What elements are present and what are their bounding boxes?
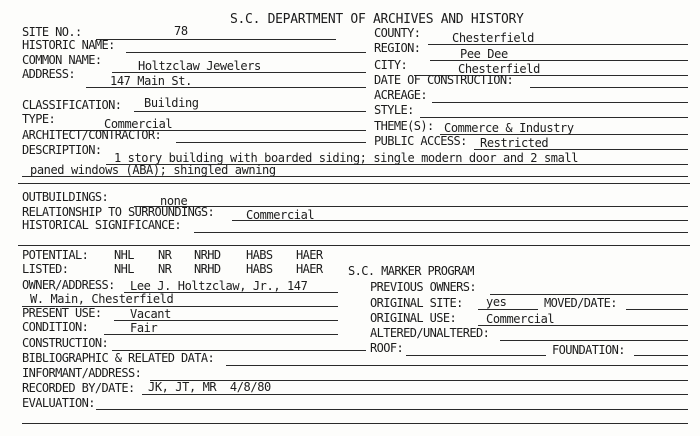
architect-contractor-line	[176, 142, 366, 143]
city-label: CITY:	[374, 58, 408, 72]
historic-name-line	[126, 52, 366, 53]
description-underline-2	[22, 176, 688, 177]
present-use-value: Vacant	[130, 307, 171, 321]
style-line	[420, 117, 688, 118]
original-site-value: yes	[486, 295, 507, 309]
condition-value: Fair	[130, 321, 158, 335]
public-access-line	[474, 149, 688, 150]
owner-address-label: OWNER/ADDRESS:	[22, 278, 115, 292]
original-use-line	[478, 325, 688, 326]
date-of-construction-label: DATE OF CONSTRUCTION:	[374, 73, 514, 87]
roof-label: ROOF:	[370, 341, 404, 355]
city-value: Chesterfield	[458, 62, 540, 76]
potential-nhl: NHL	[114, 248, 134, 262]
classification-line	[134, 111, 366, 112]
region-label: REGION:	[374, 41, 421, 55]
common-name-value: Holtzclaw Jewelers	[138, 59, 261, 73]
evaluation-line-2	[22, 423, 688, 424]
bibliographic-line	[226, 365, 688, 366]
listed-habs: HABS	[246, 262, 273, 276]
historic-name-label: HISTORIC NAME:	[22, 38, 115, 52]
original-use-label: ORIGINAL USE:	[370, 311, 457, 325]
marker-program-label: S.C. MARKER PROGRAM	[348, 264, 474, 278]
themes-line	[440, 134, 688, 135]
listed-nr: NR	[158, 262, 172, 276]
relationship-value: Commercial	[246, 208, 315, 222]
address-line	[86, 87, 366, 88]
themes-label: THEME(S):	[374, 119, 434, 133]
foundation-line	[634, 355, 688, 356]
description-label: DESCRIPTION:	[22, 143, 102, 157]
recorded-by-date-label: RECORDED BY/DATE:	[22, 381, 135, 395]
architect-contractor-label: ARCHITECT/CONTRACTOR:	[22, 128, 162, 142]
section-divider-1	[18, 183, 690, 184]
outbuildings-value: none	[160, 194, 188, 208]
condition-label: CONDITION:	[22, 320, 89, 334]
type-label: TYPE:	[22, 112, 56, 126]
recorded-by-date-value: JK, JT, MR 4/8/80	[148, 380, 271, 394]
county-line	[428, 44, 688, 45]
original-site-label: ORIGINAL SITE:	[370, 296, 463, 310]
region-line	[430, 60, 688, 61]
classification-label: CLASSIFICATION:	[22, 98, 122, 112]
listed-haer: HAER	[296, 262, 323, 276]
section-divider-2	[18, 245, 690, 246]
listed-nrhd: NRHD	[194, 262, 221, 276]
themes-value: Commerce & Industry	[444, 121, 574, 135]
informant-address-label: INFORMANT/ADDRESS:	[22, 366, 142, 380]
historical-significance-label: HISTORICAL SIGNIFICANCE:	[22, 218, 181, 232]
public-access-value: Restricted	[480, 136, 549, 150]
relationship-label: RELATIONSHIP TO SURROUNDINGS:	[22, 205, 215, 219]
previous-owners-label: PREVIOUS OWNERS:	[370, 280, 476, 294]
address-value: 147 Main St.	[110, 74, 192, 88]
type-value: Commercial	[104, 117, 173, 131]
original-site-line	[478, 309, 538, 310]
description-line-2: paned windows (ABA); shingled awning	[30, 163, 276, 177]
style-label: STYLE:	[374, 103, 414, 117]
site-no-value: 78	[174, 24, 188, 38]
condition-line	[104, 334, 338, 335]
owner-address-value-2: W. Main, Chesterfield	[30, 292, 174, 306]
potential-haer: HAER	[296, 248, 323, 262]
roof-line	[406, 355, 546, 356]
county-label: COUNTY:	[374, 26, 421, 40]
acreage-line	[432, 102, 688, 103]
evaluation-label: EVALUATION:	[22, 396, 95, 410]
site-no-label: SITE NO.:	[22, 25, 82, 39]
bibliographic-label: BIBLIOGRAPHIC & RELATED DATA:	[22, 351, 215, 365]
common-name-label: COMMON NAME:	[22, 53, 102, 67]
classification-value: Building	[144, 96, 199, 110]
potential-nr: NR	[158, 248, 172, 262]
county-value: Chesterfield	[452, 31, 534, 45]
moved-date-label: MOVED/DATE:	[544, 296, 617, 310]
address-label: ADDRESS:	[22, 67, 75, 81]
region-value: Pee Dee	[460, 47, 508, 61]
public-access-label: PUBLIC ACCESS:	[374, 134, 467, 148]
altered-unaltered-line	[500, 340, 688, 341]
potential-nrhd: NRHD	[194, 248, 221, 262]
historical-significance-line	[194, 232, 688, 233]
owner-address-value: Lee J. Holtzclaw, Jr., 147	[130, 279, 308, 293]
common-name-line	[112, 72, 366, 73]
acreage-label: ACREAGE:	[374, 88, 427, 102]
foundation-label: FOUNDATION:	[552, 343, 625, 357]
outbuildings-line	[134, 206, 688, 207]
potential-label: POTENTIAL:	[22, 248, 89, 262]
construction-label: CONSTRUCTION:	[22, 336, 109, 350]
evaluation-line	[96, 409, 688, 410]
listed-nhl: NHL	[114, 262, 134, 276]
recorded-by-date-line	[142, 394, 688, 395]
altered-unaltered-label: ALTERED/UNALTERED:	[370, 326, 490, 340]
potential-habs: HABS	[246, 248, 273, 262]
moved-date-line	[626, 309, 688, 310]
relationship-line	[232, 220, 688, 221]
card-title: S.C. DEPARTMENT OF ARCHIVES AND HISTORY	[230, 12, 524, 27]
date-of-construction-line	[530, 87, 688, 88]
original-use-value: Commercial	[486, 312, 555, 326]
listed-label: LISTED:	[22, 262, 69, 276]
site-no-line	[96, 39, 336, 40]
description-line-1: 1 story building with boarded siding; single modern door and 2 small	[114, 151, 579, 165]
outbuildings-label: OUTBUILDINGS:	[22, 190, 109, 204]
present-use-label: PRESENT USE:	[22, 306, 102, 320]
previous-owners-line	[490, 294, 688, 295]
